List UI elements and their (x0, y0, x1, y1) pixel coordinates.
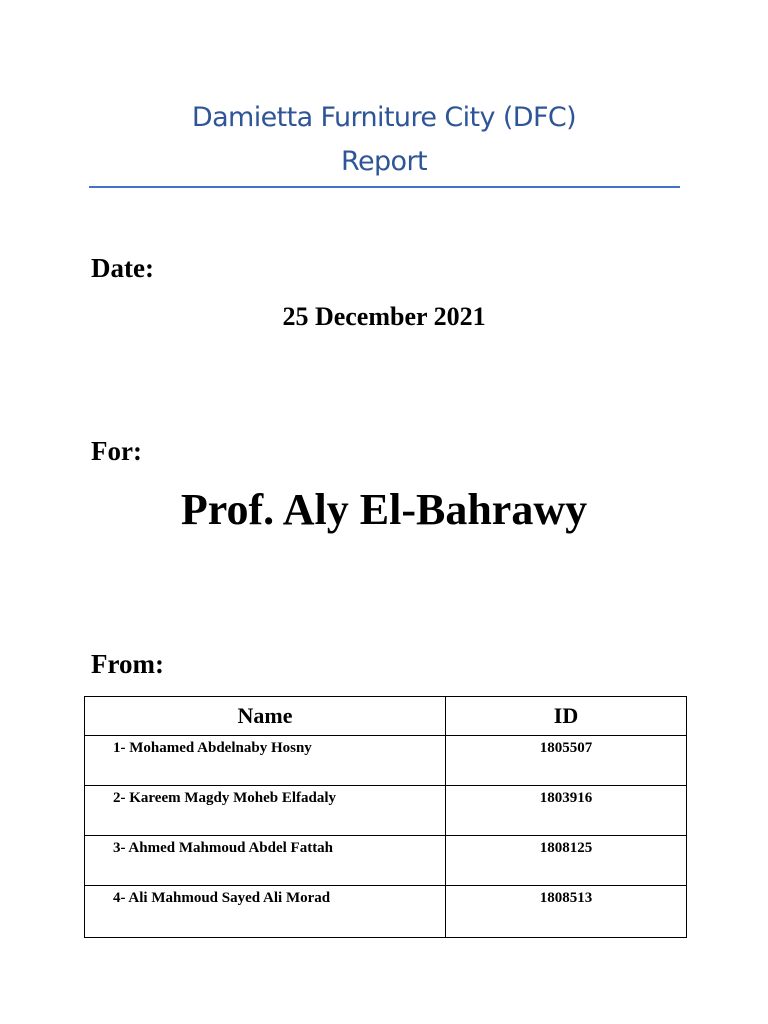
student-name: 3- Ahmed Mahmoud Abdel Fattah (85, 836, 446, 886)
table-header-row (85, 697, 687, 736)
for-label: For: (91, 436, 142, 466)
student-id: 1808513 (446, 886, 687, 938)
student-id: 1805507 (446, 736, 687, 786)
date-value: 25 December 2021 (282, 302, 486, 331)
id-column-header: ID (446, 697, 687, 736)
student-id: 1808125 (446, 836, 687, 886)
table-row (85, 886, 687, 938)
student-name: 1- Mohamed Abdelnaby Hosny (85, 736, 446, 786)
table-row (85, 786, 687, 836)
date-label: Date: (91, 253, 154, 283)
student-id: 1803916 (446, 786, 687, 836)
title-divider (89, 186, 680, 188)
name-column-header: Name (85, 697, 446, 736)
students-table (84, 696, 687, 938)
from-label: From: (91, 649, 164, 679)
report-title-line-2: Report (341, 146, 427, 177)
table-row (85, 736, 687, 786)
student-name: 2- Kareem Magdy Moheb Elfadaly (85, 786, 446, 836)
student-name: 4- Ali Mahmoud Sayed Ali Morad (85, 886, 446, 938)
table-row (85, 836, 687, 886)
recipient-name: Prof. Aly El-Bahrawy (180, 485, 588, 534)
report-title-line-1: Damietta Furniture City (DFC) (191, 102, 577, 133)
